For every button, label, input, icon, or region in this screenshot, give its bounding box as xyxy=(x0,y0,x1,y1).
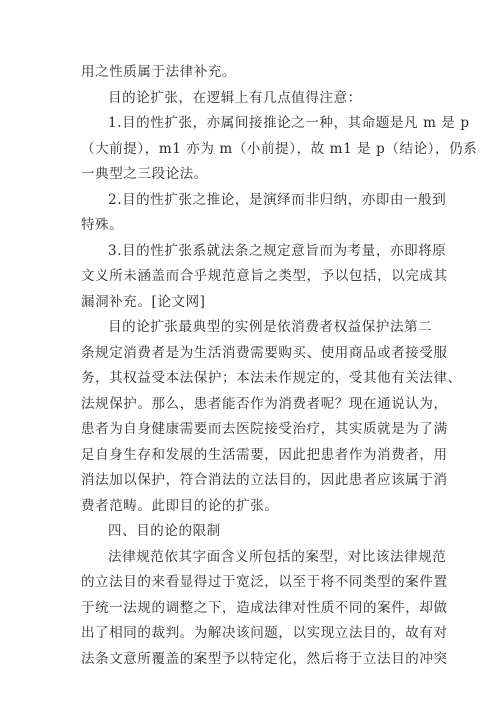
text-line: 用之性质属于法律补充。 xyxy=(81,64,237,80)
body-text xyxy=(81,60,478,672)
text-line: 务，其权益受本法保护；本法未作规定的，受其他有关法律、 xyxy=(81,370,462,386)
text-line: 文义所未涵盖而合乎规范意旨之类型，予以包括，以完成其 xyxy=(81,268,448,284)
text-line: 患者为自身健康需要而去医院接受治疗，其实质就是为了满 xyxy=(81,421,448,437)
text-line: 2.目的性扩张之推论，是演绎而非归纳，亦即由一般到 xyxy=(108,191,447,208)
text-line: （大前提），m1 亦为 m（小前提），故 m1 是 p（结论），仍系 xyxy=(81,140,478,157)
text-line: 法规保护。那么，患者能否作为消费者呢？现在通说认为， xyxy=(81,395,448,412)
text-line: 出了相同的裁判。为解决该问题，以实现立法目的，故有对 xyxy=(81,625,448,641)
text-line: 法条文意所覆盖的案型予以特定化，然后将于立法目的冲突 xyxy=(81,650,448,667)
text-line: 消法加以保护，符合消法的立法目的，因此患者应该属于消 xyxy=(81,472,448,488)
text-line: 的立法目的来看显得过于宽泛，以至于将不同类型的案件置 xyxy=(81,574,448,590)
text-line: 费者范畴。此即目的论的扩张。 xyxy=(81,497,279,514)
text-line: 1.目的性扩张，亦属间接推论之一种，其命题是凡 m 是 p xyxy=(108,115,470,131)
text-line: 漏洞补充。[论文网] xyxy=(81,293,206,310)
text-line: 目的论扩张最典型的实例是依消费者权益保护法第二 xyxy=(108,319,433,335)
text-line: 条规定消费者是为生活消费需要购买、使用商品或者接受服 xyxy=(81,344,448,361)
text-line: 法律规范依其字面含义所包括的案型，对比该法律规范 xyxy=(108,548,447,565)
text-line: 足自身生存和发展的生活需要，因此把患者作为消费者，用 xyxy=(81,446,448,463)
section-heading: 四、目的论的限制 xyxy=(108,523,221,539)
text-line: 目的论扩张，在逻辑上有几点值得注意： xyxy=(108,89,362,106)
text-line: 特殊。 xyxy=(81,217,124,233)
text-line: 一典型之三段论法。 xyxy=(81,166,208,182)
text-line: 3.目的性扩张系就法条之规定意旨而为考量，亦即将原 xyxy=(108,242,447,259)
text-line: 于统一法规的调整之下，造成法律对性质不同的案件，却做 xyxy=(81,599,448,616)
